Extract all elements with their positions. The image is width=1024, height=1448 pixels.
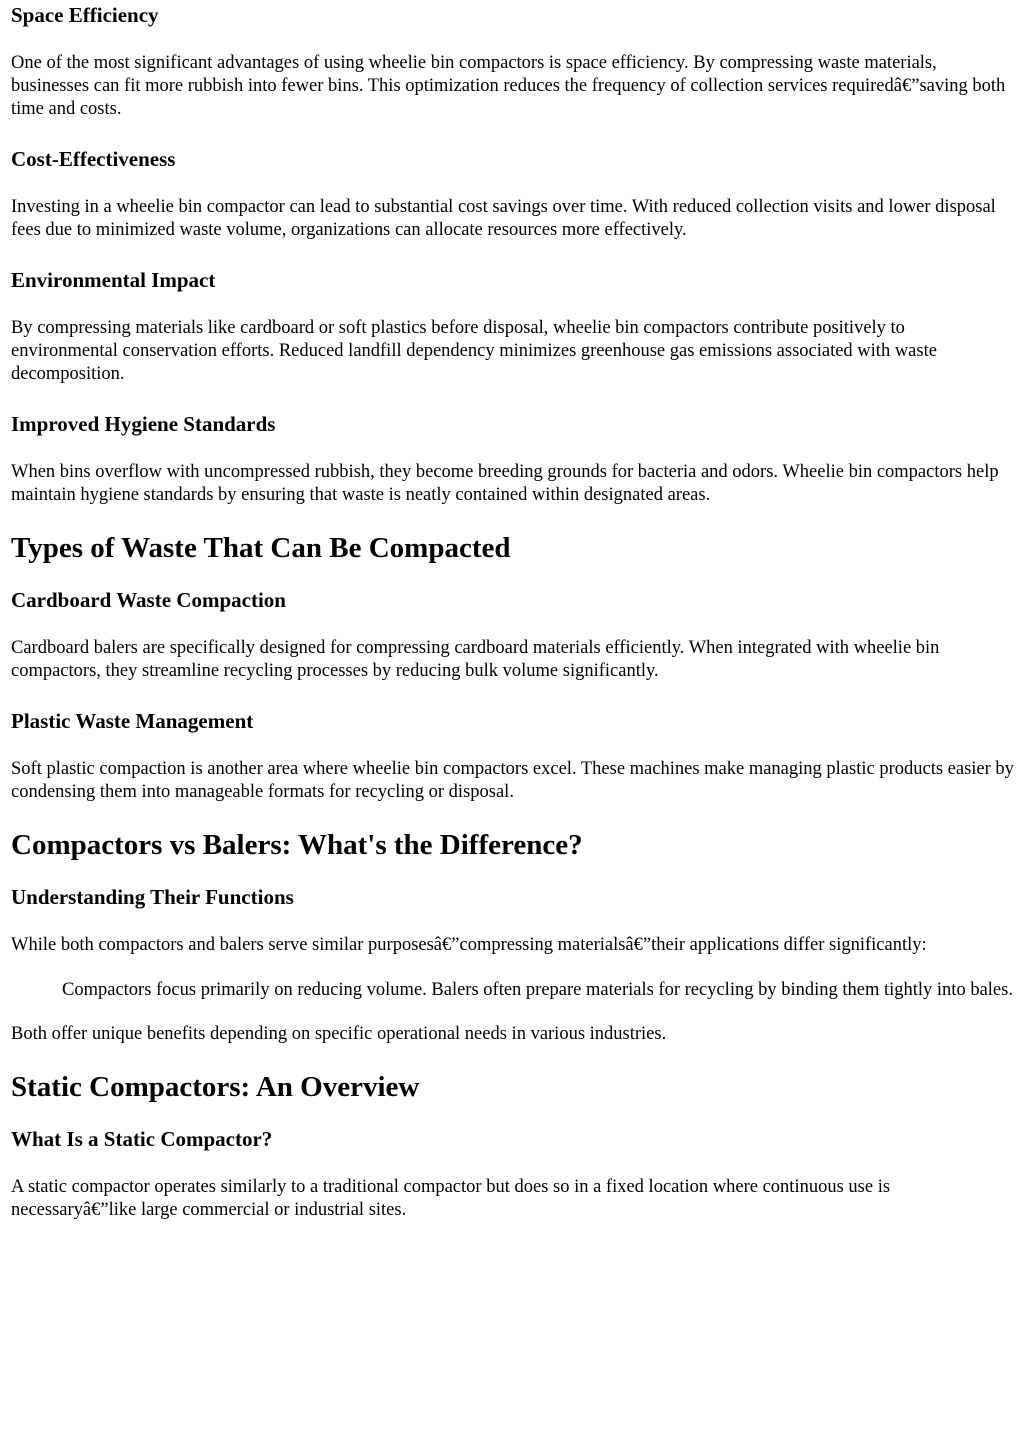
heading-environmental-impact: Environmental Impact xyxy=(11,268,216,292)
heading-space-efficiency: Space Efficiency xyxy=(11,3,159,27)
paragraph-plastic: Soft plastic compaction is another area where wheelie bin compactors excel. These machines make managing plastic products easier by condensing them into manageable formats for recycling or disposal. xyxy=(11,759,1014,802)
heading-functions: Understanding Their Functions xyxy=(11,885,294,909)
paragraph-functions: While both compactors and balers serve similar purposesâ€”compressing materialsâ€”their applications differ significantly: xyxy=(11,935,927,955)
paragraph-environmental-impact: By compressing materials like cardboard or soft plastics before disposal, wheelie bin compactors contribute positively to environmental conservation efforts. Reduced landfill dependency minimizes greenhouse gas emissions associated with waste decomposition. xyxy=(11,318,937,384)
paragraph-functions-after: Both offer unique benefits depending on specific operational needs in various industries. xyxy=(11,1024,667,1044)
heading-static-what: What Is a Static Compactor? xyxy=(11,1127,273,1151)
heading-cardboard: Cardboard Waste Compaction xyxy=(11,588,286,612)
blockquote-functions: Compactors focus primarily on reducing volume. Balers often prepare materials for recycling by binding them tightly into bales. xyxy=(62,980,1013,1000)
heading-cost-effectiveness: Cost-Effectiveness xyxy=(11,147,176,171)
heading-compactors-vs-balers: Compactors vs Balers: What's the Difference? xyxy=(11,829,583,861)
paragraph-cost-effectiveness: Investing in a wheelie bin compactor can lead to substantial cost savings over time. With reduced collection visits and lower disposal fees due to minimized waste volume, organizations can allocate resources more effectively. xyxy=(11,197,996,240)
paragraph-space-efficiency: One of the most significant advantages of using wheelie bin compactors is space efficiency. By compressing waste materials, businesses can fit more rubbish into fewer bins. This optimization reduces the frequency of collection services requiredâ€”saving both time and costs. xyxy=(11,53,1006,119)
paragraph-static-what: A static compactor operates similarly to a traditional compactor but does so in a fixed location where continuous use is necessaryâ€”like large commercial or industrial sites. xyxy=(11,1177,891,1220)
heading-static-overview: Static Compactors: An Overview xyxy=(11,1071,420,1103)
article-body xyxy=(0,2,1024,1222)
paragraph-hygiene: When bins overflow with uncompressed rubbish, they become breeding grounds for bacteria and odors. Wheelie bin compactors help maintain hygiene standards by ensuring that waste is neatly contained within designated areas. xyxy=(11,462,999,505)
heading-plastic: Plastic Waste Management xyxy=(11,709,254,733)
paragraph-cardboard: Cardboard balers are specifically designed for compressing cardboard materials efficiently. When integrated with wheelie bin compactors, they streamline recycling processes by reducing bulk volume significantly. xyxy=(11,638,940,681)
heading-hygiene: Improved Hygiene Standards xyxy=(11,412,276,436)
heading-types-of-waste: Types of Waste That Can Be Compacted xyxy=(11,532,511,564)
